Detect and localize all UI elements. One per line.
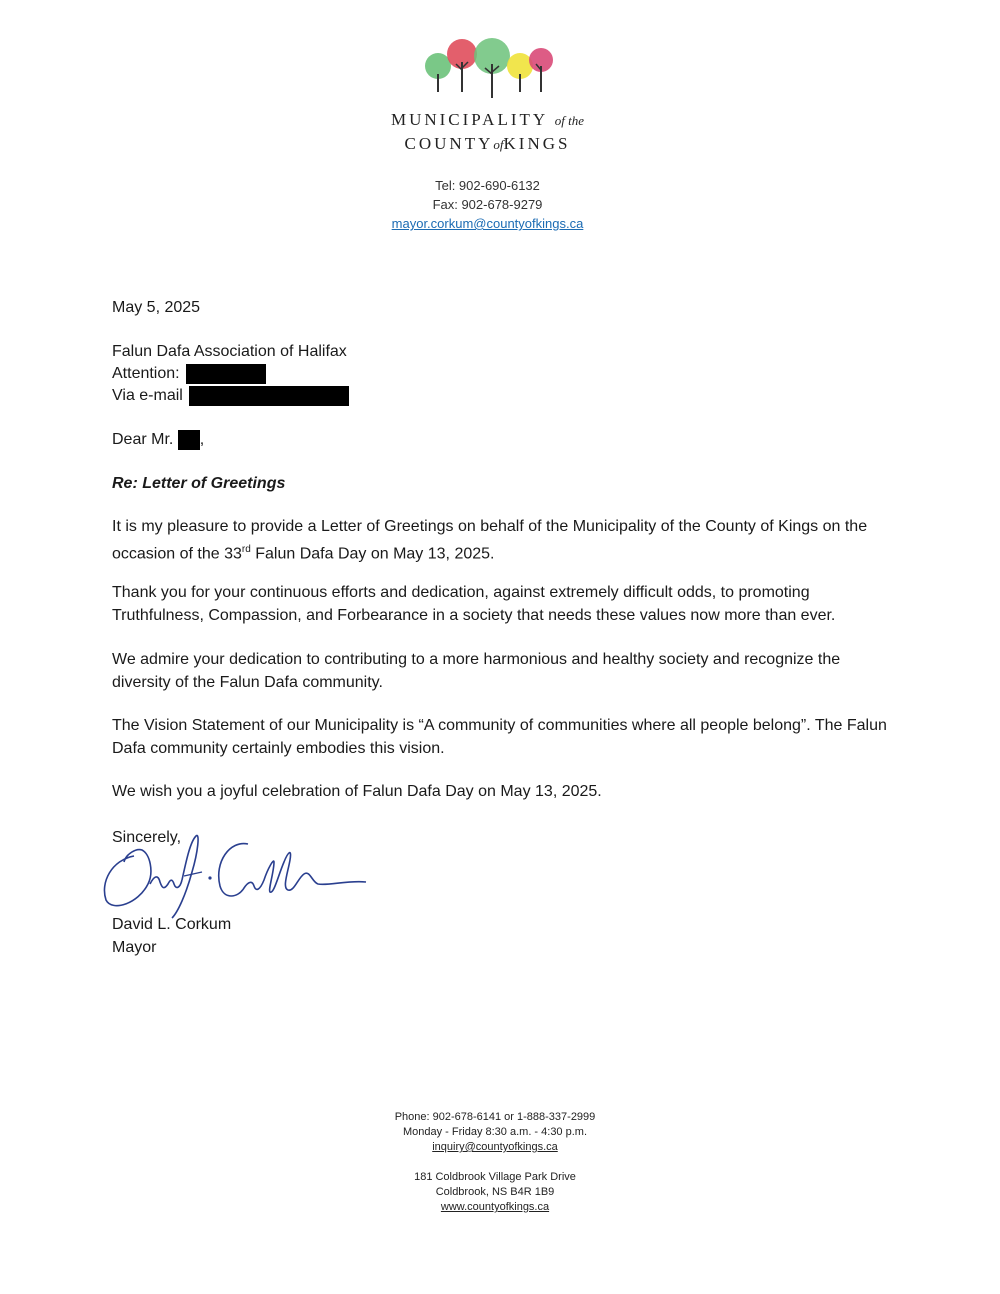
footer-website-link[interactable]: www.countyofkings.ca (440, 1201, 550, 1213)
signature-image (98, 832, 378, 922)
header-tel: Tel: 902-690-6132 (435, 178, 540, 193)
brand-kings: KINGS (503, 134, 571, 153)
footer-address-2: Coldbrook, NS B4R 1B9 (435, 1186, 555, 1198)
brand-of: of (493, 137, 504, 152)
brand-of-the: of the (554, 113, 585, 128)
subject-line: Re: Letter of Greetings (112, 475, 286, 492)
footer-address-1: 181 Coldbrook Village Park Drive (414, 1171, 576, 1183)
letter-date: May 5, 2025 (112, 299, 201, 316)
brand-municipality: MUNICIPALITY (390, 110, 548, 129)
ordinal-suffix: rd (241, 544, 251, 555)
via-email-label: Via e-mail (112, 387, 183, 404)
tree-green-left (425, 53, 451, 92)
header-email-row (0, 216, 975, 231)
header-email-link[interactable]: mayor.corkum@countyofkings.ca (391, 216, 584, 231)
salutation: Dear Mr. (112, 431, 174, 448)
paragraph-5: We wish you a joyful celebration of Falun Dafa Day on May 13, 2025. (112, 783, 602, 800)
recipient-org: Falun Dafa Association of Halifax (112, 343, 347, 360)
paragraph-4: The Vision Statement of our Municipality is “A community of communities where all people belong”. The Falun Dafa community certainly embodies this vision. (112, 717, 887, 757)
footer-website-row (0, 1200, 990, 1215)
footer-hours: Monday - Friday 8:30 a.m. - 4:30 p.m. (402, 1126, 588, 1138)
header-fax: Fax: 902-678-9279 (432, 197, 543, 212)
paragraph-1-text-b: Falun Dafa Day on May 13, 2025. (250, 545, 495, 563)
brand-line-2 (0, 134, 975, 154)
brand-line-1 (0, 110, 975, 130)
redaction-bar (189, 386, 349, 406)
brand-county: COUNTY (404, 134, 494, 153)
signer-name: David L. Corkum (112, 916, 232, 933)
redaction-bar (186, 364, 266, 384)
tree-pink (529, 48, 553, 92)
signer-title: Mayor (112, 939, 157, 956)
paragraph-1-text-a: It is my pleasure to provide a Letter of Greetings on behalf of the Municipality of the County of Kings on the occasion of the 33 (112, 518, 868, 563)
footer-email-link[interactable]: inquiry@countyofkings.ca (432, 1141, 558, 1153)
salutation-line: Dear Mr. , (112, 431, 205, 448)
attention-label: Attention: (112, 365, 180, 382)
attention-line (112, 362, 266, 385)
footer-phone: Phone: 902-678-6141 or 1-888-337-2999 (394, 1111, 596, 1123)
municipality-logo (418, 34, 558, 104)
paragraph-3: We admire your dedication to contributing to a more harmonious and healthy society and recognize the diversity of the Falun Dafa community. (112, 651, 841, 691)
closing: Sincerely, (112, 829, 182, 846)
redaction-bar (178, 430, 200, 450)
paragraph-2: Thank you for your continuous efforts and dedication, against extremely difficult odds, to promoting Truthfulness, Compassion, and Forbearance in a society that needs these values now more than ever. (112, 584, 836, 624)
via-email-line (112, 384, 349, 407)
footer-email-row (0, 1140, 990, 1155)
tree-red (447, 39, 477, 92)
paragraph-1 (112, 515, 892, 565)
tree-green-center (474, 38, 510, 98)
